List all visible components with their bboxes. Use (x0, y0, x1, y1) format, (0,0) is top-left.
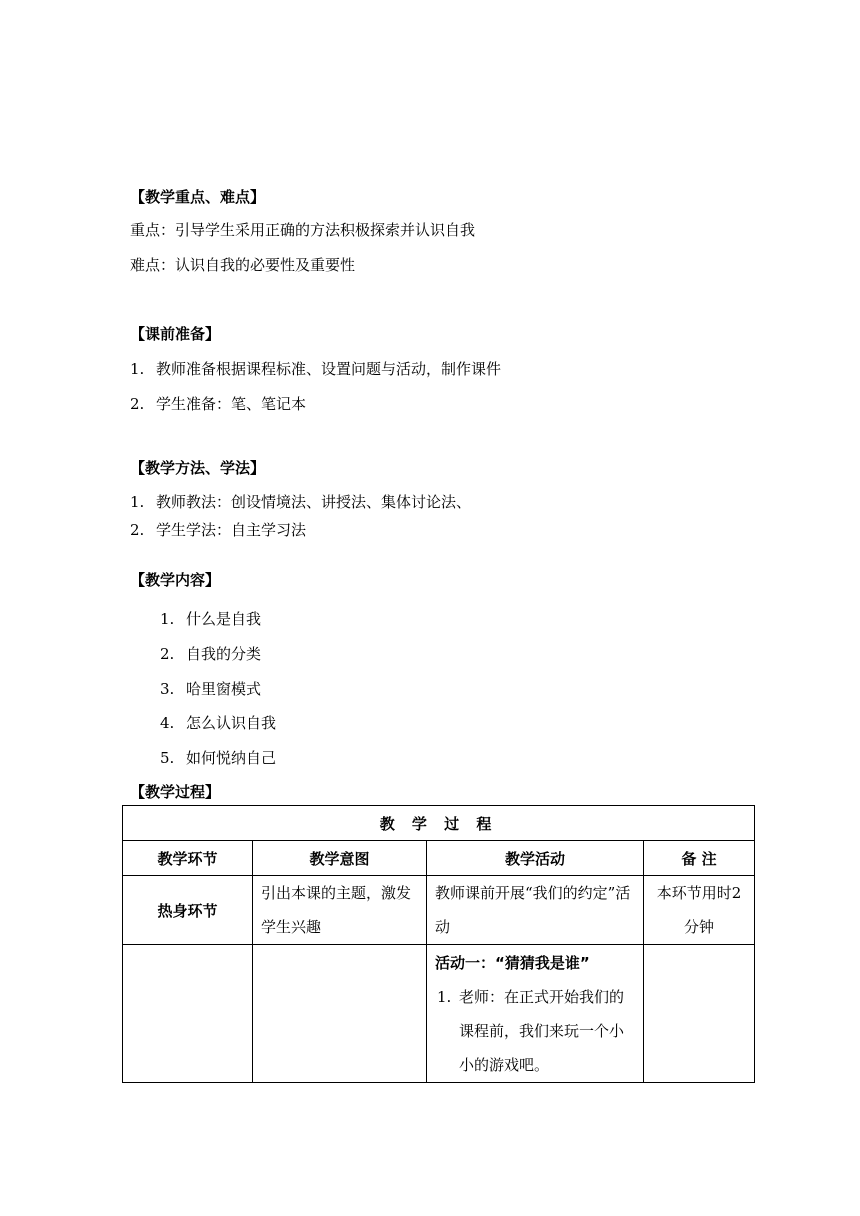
note-cell (644, 945, 755, 1083)
item-number: 1. (130, 360, 145, 378)
column-header: 教学意图 (253, 841, 427, 876)
item-text: 自我的分类 (186, 645, 262, 663)
activity-cell (427, 945, 644, 1083)
content-item (160, 679, 261, 699)
table-row (123, 945, 755, 1083)
stage-cell (123, 945, 253, 1083)
activity-title: 活动一：“猜猜我是谁” (435, 953, 590, 972)
methods-item (130, 492, 471, 512)
preparation-item (130, 394, 306, 414)
item-text: 学生学法：自主学习法 (156, 521, 307, 539)
preparation-heading: 【课前准备】 (130, 325, 221, 343)
stage-cell: 热身环节 (123, 876, 253, 945)
item-number: 5. (160, 749, 175, 767)
item-number: 2. (130, 521, 145, 539)
content-heading: 【教学内容】 (130, 571, 221, 589)
process-heading: 【教学过程】 (130, 783, 221, 801)
item-text: 学生准备：笔、笔记本 (156, 395, 307, 413)
methods-heading: 【教学方法、学法】 (130, 459, 266, 477)
table-title: 教 学 过 程 (123, 806, 755, 841)
item-text: 教师教法：创设情境法、讲授法、集体讨论法、 (156, 493, 472, 511)
item-text: 什么是自我 (186, 610, 262, 628)
item-text: 怎么认识自我 (186, 714, 277, 732)
column-header: 教学环节 (123, 841, 253, 876)
activity-cell: 教师课前开展“我们的约定”活动 (427, 876, 644, 945)
item-text: 老师：在正式开始我们的课程前，我们来玩一个小小的游戏吧。 (459, 987, 625, 1074)
content-item (160, 644, 261, 664)
teaching-process-table (122, 805, 755, 1083)
preparation-item (130, 359, 501, 379)
content-item (160, 748, 276, 768)
item-number: 3. (160, 680, 175, 698)
note-cell: 本环节用时2分钟 (644, 876, 755, 945)
column-header: 备 注 (644, 841, 755, 876)
item-text: 教师准备根据课程标准、设置问题与活动，制作课件 (156, 360, 502, 378)
methods-item (130, 520, 306, 540)
table-header-row (123, 841, 755, 876)
item-number: 1. (160, 610, 175, 628)
item-number: 4. (160, 714, 175, 732)
content-item (160, 713, 276, 733)
activity-item (427, 980, 643, 1082)
intent-cell: 引出本课的主题，激发学生兴趣 (253, 876, 427, 945)
focus-heading: 【教学重点、难点】 (130, 188, 266, 206)
content-item (160, 609, 261, 629)
item-number: 2. (160, 645, 175, 663)
column-header: 教学活动 (427, 841, 644, 876)
item-text: 哈里窗模式 (186, 680, 262, 698)
item-number: 1. (130, 493, 145, 511)
table-row (123, 876, 755, 945)
key-point-text: 重点：引导学生采用正确的方法积极探索并认识自我 (130, 221, 476, 239)
difficult-point-text: 难点：认识自我的必要性及重要性 (130, 256, 356, 274)
intent-cell (253, 945, 427, 1083)
item-number: 1. (437, 987, 452, 1006)
item-text: 如何悦纳自己 (186, 749, 277, 767)
item-number: 2. (130, 395, 145, 413)
